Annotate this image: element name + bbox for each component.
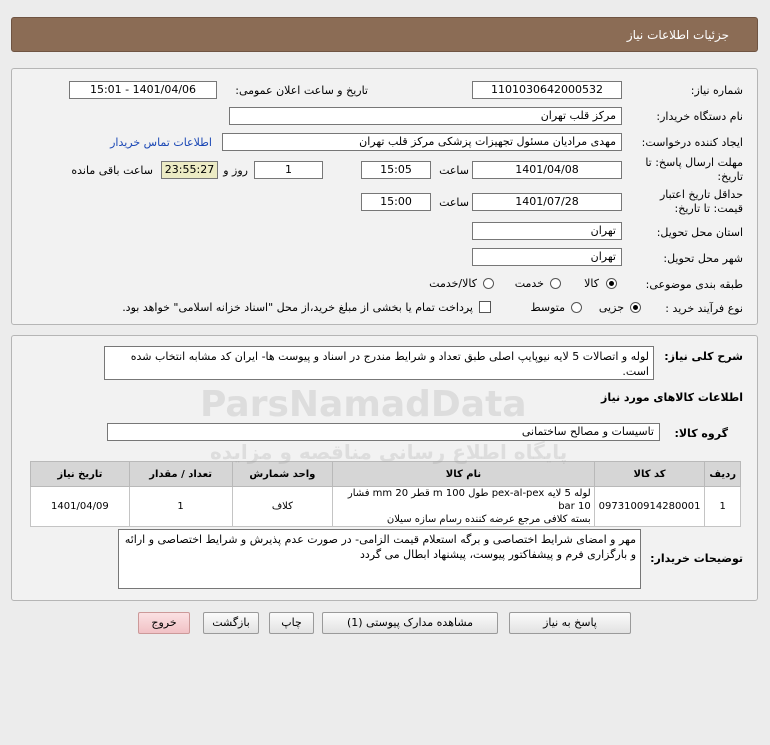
process-medium-label: متوسط <box>530 301 565 314</box>
time-remaining-field: 23:55:27 <box>161 161 218 179</box>
reply-button[interactable]: پاسخ به نیاز <box>509 612 631 634</box>
watermark-tagline: پایگاه اطلاع رسانی مناقصه و مزایده <box>210 440 568 464</box>
buyer-notes-box: مهر و امضای شرایط اختصاصی و برگه استعلام قیمت الزامی- در صورت عدم پذیرش و شرایط اختصاصی و ارائه و بارگزاری فرم و پیشفاکتور پیوست، پیشنهاد ابطال می گردد <box>118 529 641 589</box>
cell-qty: 1 <box>129 487 232 527</box>
description-label: شرح کلی نیاز: <box>664 350 743 363</box>
category-goods-radio[interactable] <box>606 278 617 289</box>
category-service-radio[interactable] <box>550 278 561 289</box>
process-medium-radio[interactable] <box>571 302 582 313</box>
cell-name-line2: بسته کلافی مرجع عرضه کننده رسام سازه سیلان <box>386 514 591 525</box>
view-documents-button[interactable]: مشاهده مدارک پیوستی (1) <box>322 612 498 634</box>
treasury-text: پرداخت تمام یا بخشی از مبلغ خرید،از محل "اسناد خزانه اسلامی" خواهد بود. <box>122 301 473 314</box>
time-remaining-label: ساعت باقی مانده <box>71 164 153 177</box>
exit-button[interactable]: خروج <box>138 612 190 634</box>
col-row: ردیف <box>705 462 741 487</box>
category-service-label: خدمت <box>514 277 544 290</box>
col-name: نام کالا <box>333 462 594 487</box>
cell-name-line1: لوله 5 لایه pex-al-pex طول m 100 قطر mm 20 فشار bar 10 <box>347 488 591 512</box>
goods-group-label: گروه کالا: <box>674 427 728 440</box>
validity-label-line2: قیمت: تا تاریخ: <box>674 202 743 215</box>
city-label: شهر محل تحویل: <box>663 252 743 265</box>
watermark-brand: ParsNamadData <box>200 384 527 425</box>
validity-time-field[interactable]: 15:00 <box>361 193 431 211</box>
deadline-label-line1: مهلت ارسال پاسخ: تا <box>645 156 743 169</box>
cell-name <box>333 487 594 527</box>
creator-label: ایجاد کننده درخواست: <box>641 136 743 149</box>
category-both-label: کالا/خدمت <box>429 277 477 290</box>
page-title: جزئیات اطلاعات نیاز <box>626 28 729 42</box>
goods-group-field[interactable]: تاسیسات و مصالح ساختمانی <box>107 423 660 441</box>
treasury-checkbox[interactable] <box>479 301 491 313</box>
province-field[interactable]: تهران <box>472 222 622 240</box>
process-minor-label: جزیی <box>598 301 624 314</box>
buyer-notes-label: توضیحات خریدار: <box>650 552 743 565</box>
deadline-date-field[interactable]: 1401/04/08 <box>472 161 622 179</box>
creator-field[interactable]: مهدی مرادیان مسئول تجهیزات پزشکی مرکز قلب تهران <box>222 133 622 151</box>
process-label: نوع فرآیند خرید : <box>665 302 743 315</box>
col-code: کد کالا <box>594 462 705 487</box>
back-button[interactable]: بازگشت <box>203 612 259 634</box>
print-button[interactable]: چاپ <box>269 612 314 634</box>
days-remaining-field[interactable]: 1 <box>254 161 323 179</box>
cell-unit: کلاف <box>232 487 333 527</box>
days-label: روز و <box>223 164 248 177</box>
validity-time-label: ساعت <box>439 196 469 209</box>
city-field[interactable]: تهران <box>472 248 622 266</box>
cell-row: 1 <box>705 487 741 527</box>
buyer-org-field[interactable]: مرکز قلب تهران <box>229 107 622 125</box>
col-qty: تعداد / مقدار <box>129 462 232 487</box>
goods-table-header <box>31 462 741 487</box>
cell-date: 1401/04/09 <box>31 487 130 527</box>
announce-label: تاریخ و ساعت اعلان عمومی: <box>235 84 368 97</box>
description-box: لوله و اتصالات 5 لایه نیوپایپ اصلی طبق تعداد و شرایط مندرج در اسناد و پیوست ها- ایران کد مشابه انتخاب شده است. <box>104 346 654 380</box>
need-number-label: شماره نیاز: <box>690 84 743 97</box>
province-label: استان محل تحویل: <box>656 226 743 239</box>
process-minor-radio[interactable] <box>630 302 641 313</box>
page-header <box>11 17 758 52</box>
need-number-field[interactable]: 1101030642000532 <box>472 81 622 99</box>
deadline-time-field[interactable]: 15:05 <box>361 161 431 179</box>
category-goods-label: کالا <box>584 277 599 290</box>
buyer-contact-link[interactable]: اطلاعات تماس خریدار <box>110 136 212 149</box>
goods-info-heading: اطلاعات کالاهای مورد نیاز <box>601 391 743 404</box>
category-label: طبقه بندی موضوعی: <box>645 278 743 291</box>
deadline-label-line2: تاریخ: <box>717 170 743 183</box>
table-row[interactable] <box>31 487 741 527</box>
deadline-time-label: ساعت <box>439 164 469 177</box>
category-both-radio[interactable] <box>483 278 494 289</box>
validity-date-field[interactable]: 1401/07/28 <box>472 193 622 211</box>
announce-field[interactable]: 1401/04/06 - 15:01 <box>69 81 217 99</box>
buyer-org-label: نام دستگاه خریدار: <box>656 110 743 123</box>
cell-code: 0973100914280001 <box>594 487 705 527</box>
col-unit: واحد شمارش <box>232 462 333 487</box>
validity-label-line1: حداقل تاریخ اعتبار <box>659 188 743 201</box>
goods-table <box>30 461 741 527</box>
col-date: تاریخ نیاز <box>31 462 130 487</box>
